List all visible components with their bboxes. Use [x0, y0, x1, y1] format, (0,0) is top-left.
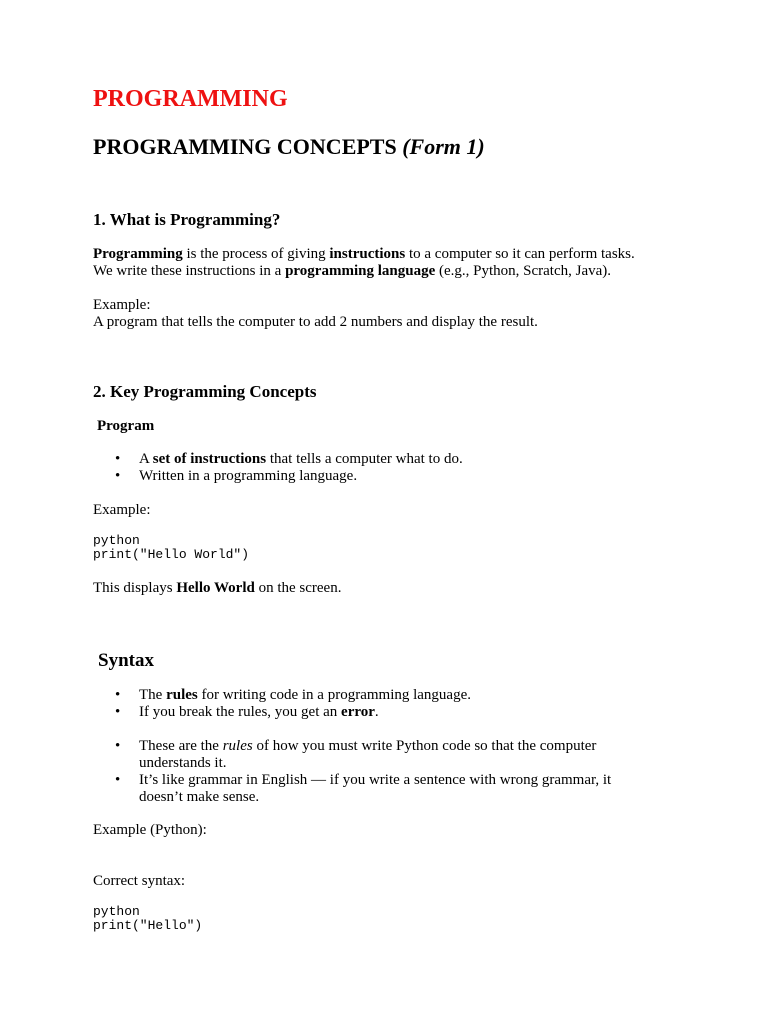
text-run: . [374, 704, 379, 720]
bullet-icon: • [115, 451, 121, 467]
page-subtitle [93, 134, 485, 160]
program-bullet-list [93, 451, 693, 485]
text-run: The [139, 687, 167, 703]
section1-example-label: Example: [93, 297, 151, 313]
section1-paragraph-line1 [93, 246, 635, 263]
syntax-bullet-list-1 [93, 687, 693, 721]
section1-example-text: A program that tells the computer to add 2 numbers and display the result. [93, 314, 538, 330]
list-item [93, 772, 653, 806]
bullet-icon: • [115, 772, 121, 788]
text-run: A [139, 451, 153, 467]
text-run: is the process of giving [182, 246, 330, 262]
subtitle-form: (Form 1) [402, 134, 485, 159]
text-run: This displays [93, 580, 177, 596]
bullet-icon: • [115, 468, 121, 484]
syntax-bullet-list-2 [93, 738, 653, 806]
section2-example-label: Example: [93, 502, 151, 518]
text-run: These are the [139, 738, 223, 754]
bullet-icon: • [115, 687, 121, 703]
text-run: to a computer so it can perform tasks. [405, 246, 635, 262]
section1-paragraph-line2 [93, 263, 611, 280]
term-programming: Programming [93, 246, 183, 262]
bullet-icon: • [115, 704, 121, 720]
term-error: error [341, 704, 375, 720]
text-run: If you break the rules, you get an [139, 704, 342, 720]
page-title: PROGRAMMING [93, 86, 288, 112]
term-set-of-instructions: set of instructions [152, 451, 267, 467]
text-run: on the screen. [254, 580, 342, 596]
section2-display-text [93, 580, 341, 597]
text-run: We write these instructions in a [93, 263, 286, 279]
term-instructions: instructions [329, 246, 406, 262]
program-subheading: Program [97, 418, 155, 434]
term-hello-world: Hello World [176, 580, 255, 596]
list-item [93, 687, 693, 704]
syntax-example-label: Example (Python): [93, 822, 207, 838]
term-programming-language: programming language [285, 263, 436, 279]
code-language-label: python [93, 904, 140, 919]
syntax-heading: Syntax [98, 650, 154, 671]
text-run: Written in a programming language. [139, 468, 358, 484]
list-item [93, 451, 693, 468]
code-language-label: python [93, 533, 140, 548]
section2-heading: 2. Key Programming Concepts [93, 382, 317, 401]
subtitle-main: PROGRAMMING CONCEPTS [93, 134, 403, 159]
text-run: for writing code in a programming language. [197, 687, 472, 703]
text-run: It’s like grammar in English — if you write a sentence with wrong grammar, it doesn’t make sense. [139, 772, 612, 805]
section1-heading: 1. What is Programming? [93, 210, 281, 229]
list-item [93, 738, 653, 772]
code-line: print("Hello World") [93, 547, 250, 562]
term-rules: rules [166, 687, 198, 703]
text-run: of how you must write Python code so that the computer understands it. [139, 738, 597, 771]
text-run: (e.g., Python, Scratch, Java). [435, 263, 612, 279]
list-item [93, 468, 693, 485]
list-item [93, 704, 693, 721]
term-rules-italic: rules [222, 738, 253, 754]
text-run: that tells a computer what to do. [266, 451, 463, 467]
bullet-icon: • [115, 738, 121, 754]
correct-syntax-label: Correct syntax: [93, 873, 186, 889]
code-line: print("Hello") [93, 918, 203, 933]
